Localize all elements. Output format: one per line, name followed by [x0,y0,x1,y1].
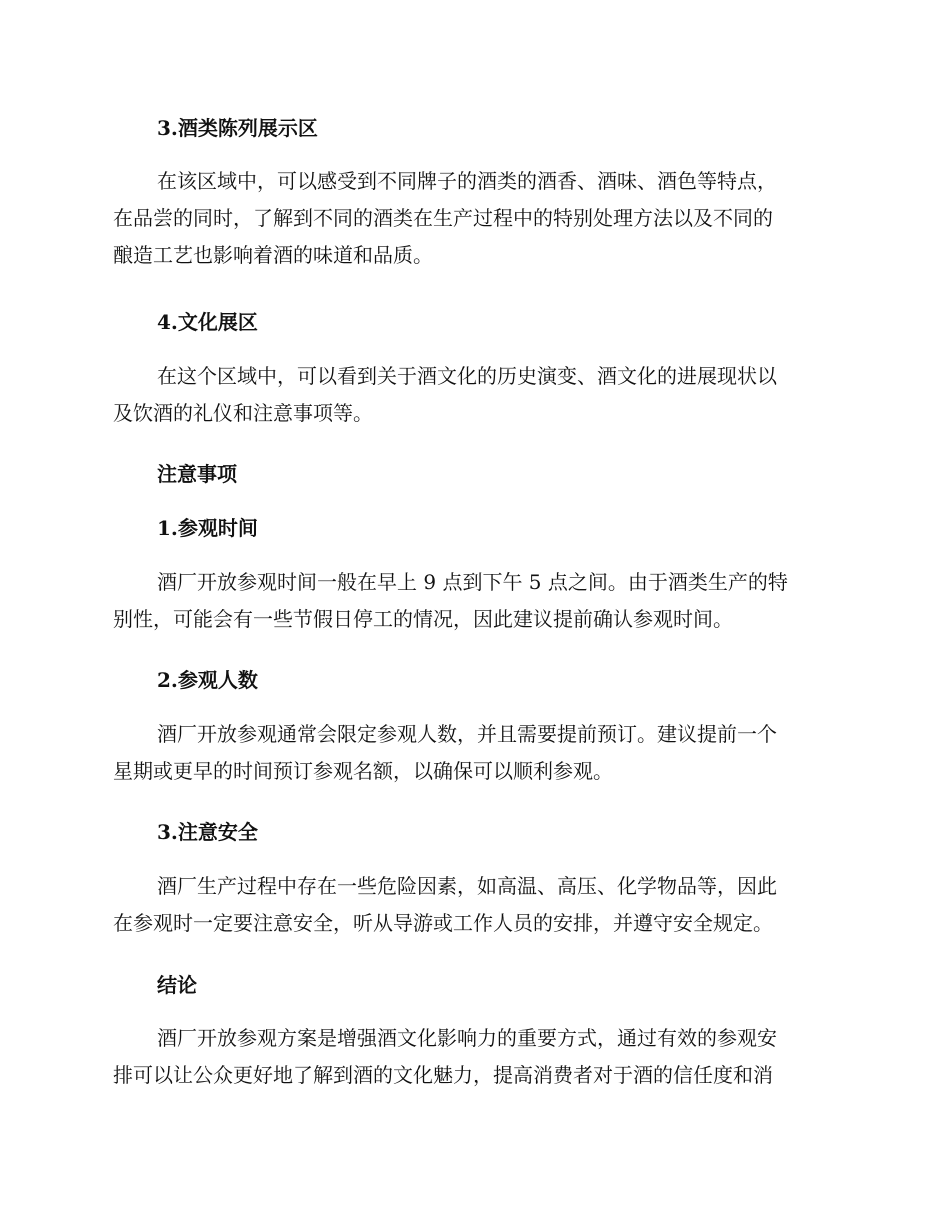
paragraph-line: 及饮酒的礼仪和注意事项等。 [113,401,373,425]
paragraph-safety [113,868,833,942]
paragraph-line: 在品尝的同时，了解到不同的酒类在生产过程中的特别处理方法以及不同的 [113,206,773,230]
paragraph-line: 酒厂生产过程中存在一些危险因素，如高温、高压、化学物品等，因此 [157,874,777,898]
heading-wine-display-area: 3.酒类陈列展示区 [157,116,318,140]
paragraph-line: 酒厂开放参观方案是增强酒文化影响力的重要方式，通过有效的参观安 [157,1026,777,1050]
paragraph-line: 在该区域中，可以感受到不同牌子的酒类的酒香、酒味、酒色等特点， [157,169,777,193]
paragraph-line: 酒厂开放参观通常会限定参观人数，并且需要提前预订。建议提前一个 [157,722,777,746]
paragraph-wine-display-area [113,163,833,274]
paragraph-line: 别性，可能会有一些节假日停工的情况，因此建议提前确认参观时间。 [113,607,733,631]
paragraph-culture-area [113,358,833,432]
paragraph-visitor-count [113,716,833,790]
paragraph-conclusion [113,1020,833,1094]
heading-culture-area: 4.文化展区 [157,310,258,334]
heading-conclusion: 结论 [157,973,197,997]
paragraph-line: 排可以让公众更好地了解到酒的文化魅力，提高消费者对于酒的信任度和消 [113,1063,773,1087]
heading-safety: 3.注意安全 [157,820,258,844]
paragraph-line: 在这个区域中，可以看到关于酒文化的历史演变、酒文化的进展现状以 [157,364,777,388]
paragraph-line: 酿造工艺也影响着酒的味道和品质。 [113,243,433,267]
heading-visit-time: 1.参观时间 [157,516,258,540]
paragraph-line: 酒厂开放参观时间一般在早上 9 点到下午 5 点之间。由于酒类生产的特 [157,570,788,594]
paragraph-line: 在参观时一定要注意安全，听从导游或工作人员的安排，并遵守安全规定。 [113,911,773,935]
heading-visitor-count: 2.参观人数 [157,668,258,692]
paragraph-line: 星期或更早的时间预订参观名额，以确保可以顺利参观。 [113,759,613,783]
paragraph-visit-time [113,564,833,638]
heading-notes: 注意事项 [157,462,237,486]
